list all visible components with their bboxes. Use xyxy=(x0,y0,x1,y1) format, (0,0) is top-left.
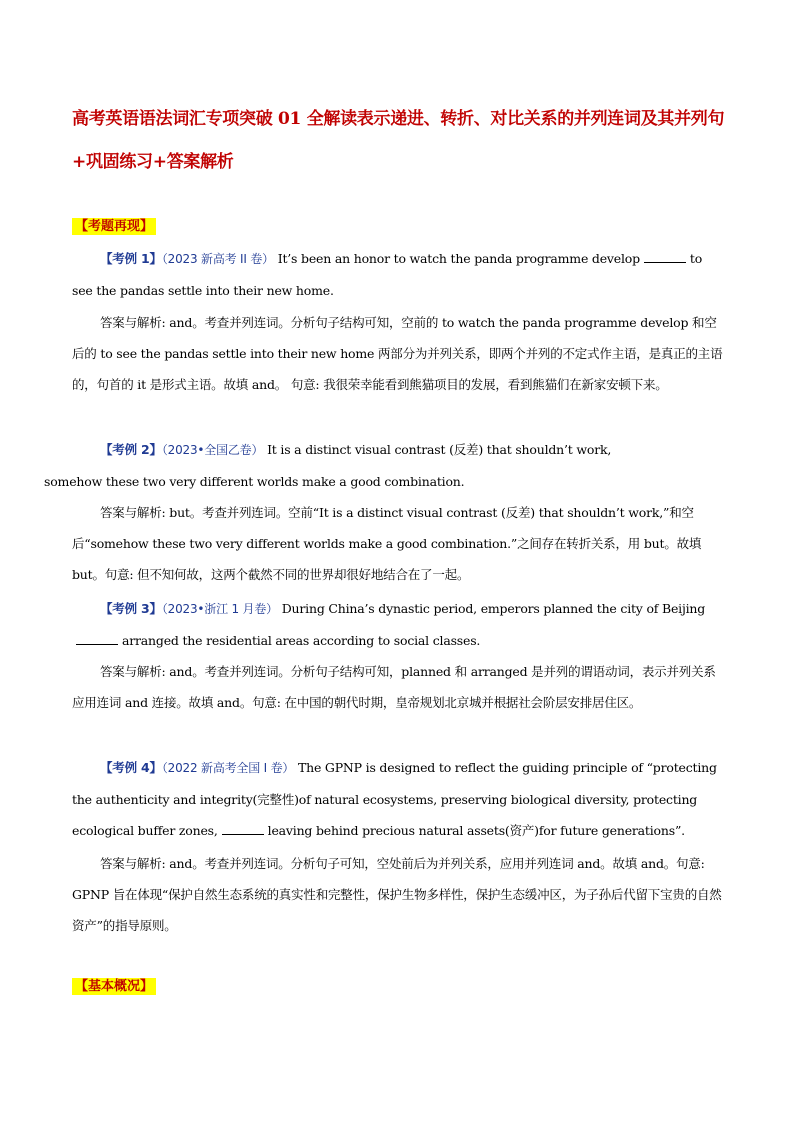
example-3-text-before: During China’s dynastic period, emperors planned the city of Beijing xyxy=(281,601,706,616)
section-tag-basic-overview: 【基本概况】 xyxy=(72,978,156,995)
example-3-label: 【考例 3】 xyxy=(100,601,162,616)
example-2-text-after: somehow these two very different worlds make a good combination. xyxy=(44,474,465,489)
example-1-text-after: to see the pandas settle into their new home. xyxy=(72,251,703,298)
example-3-source: （2023•浙江 1 月卷） xyxy=(161,602,278,616)
example-2-answer: 答案与解析: but。考查并列连词。空前“It is a distinct visual contrast (反差) that shouldn’t work,”和空后“somehow these two very different worlds make a good combination.”之间存在转折关系，用 but。故填 but。句意: 但不知何故，这两个截然不同的世界却很好地结合在了一起。 xyxy=(72,505,702,582)
example-4-question xyxy=(72,752,724,846)
example-4-text-before: The GPNP is designed to reflect the guiding principle of “protecting the authenticity and integrity(完整性)of natural ecosystems, preserving biological diversity, protecting ecological buffer zones, xyxy=(72,760,717,838)
example-1-question xyxy=(72,243,724,306)
example-4-source: （2022 新高考全国 I 卷） xyxy=(161,761,295,775)
example-1-label: 【考例 1】 xyxy=(100,251,162,266)
example-3-blank xyxy=(76,632,118,645)
example-3-answer: 答案与解析: and。考查并列连词。分析句子结构可知，planned 和 arranged 是并列的谓语动词，表示并列关系应用连词 and 连接。故填 and。句意: 在中国的朝代时期，皇帝规划北京城并根据社会阶层安排居住区。 xyxy=(72,664,716,710)
example-2-text-before: It is a distinct visual contrast (反差) that shouldn’t work, xyxy=(267,442,612,457)
example-4-label: 【考例 4】 xyxy=(100,760,162,775)
example-1-text-before: It’s been an honor to watch the panda programme develop xyxy=(277,251,640,266)
example-4-blank xyxy=(222,822,264,835)
document-title: 高考英语语法词汇专项突破 01 全解读表示递进、转折、对比关系的并列连词及其并列句+巩固练习+答案解析 xyxy=(72,109,725,172)
example-4-text-after: leaving behind precious natural assets(资产)for future generations”. xyxy=(267,823,685,838)
example-2-question xyxy=(44,434,724,497)
example-4-answer: 答案与解析: and。考查并列连词。分析句子可知，空处前后为并列关系，应用并列连词 and。故填 and。句意: GPNP 旨在体现“保护自然生态系统的真实性和完整性，保护生物多样性，保护生态缓冲区，为子孙后代留下宝贵的自然资产”的指导原则。 xyxy=(72,856,722,933)
example-2-source: （2023•全国乙卷） xyxy=(161,443,264,457)
section-tag-exam-review: 【考题再现】 xyxy=(72,218,156,235)
example-2-label: 【考例 2】 xyxy=(100,442,162,457)
example-1-blank xyxy=(644,250,686,263)
example-3-text-after: arranged the residential areas according to social classes. xyxy=(122,633,481,648)
example-3-question xyxy=(72,593,724,656)
example-1-answer: 答案与解析: and。考查并列连词。分析句子结构可知，空前的 to watch the panda programme develop 和空后的 to see the pandas settle into their new home 两部分为并列关系，即两个并列的不定式作主语，是真正的主语的，句首的 it 是形式主语。故填 and。 句意: 我很荣幸能看到熊猫项目的发展，看到熊猫们在新家安顿下来。 xyxy=(72,315,723,392)
example-1-source: （2023 新高考 II 卷） xyxy=(161,252,274,266)
